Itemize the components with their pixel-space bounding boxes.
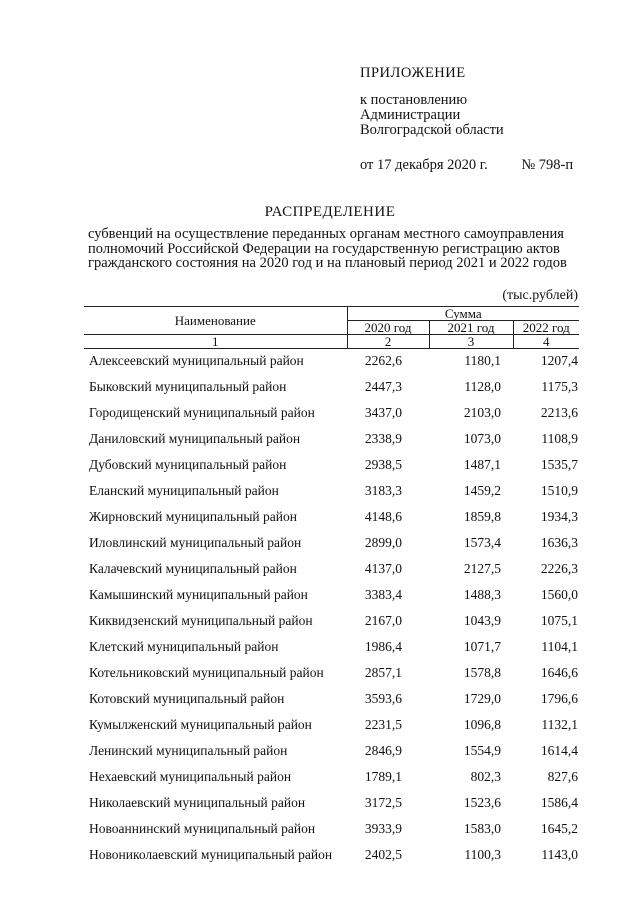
- table-row: [0, 763, 640, 789]
- row-value-2022: 2226,3: [540, 561, 578, 576]
- header-year-2020: 2020 год: [347, 321, 429, 335]
- row-name: Дубовский муниципальный район: [89, 457, 287, 472]
- table-row: [0, 607, 640, 633]
- row-value-2022: 1796,6: [540, 691, 578, 706]
- row-value-2020: 2899,0: [364, 535, 402, 550]
- table-row: [0, 555, 640, 581]
- row-value-2020: 4148,6: [364, 509, 402, 524]
- appendix-line: Администрации: [360, 107, 461, 123]
- header-name: Наименование: [84, 307, 347, 335]
- row-value-2020: 2402,5: [364, 847, 402, 862]
- row-value-2020: 2262,6: [364, 353, 402, 368]
- row-name: Иловлинский муниципальный район: [89, 535, 302, 550]
- row-name: Еланский муниципальный район: [89, 483, 279, 498]
- appendix-title: ПРИЛОЖЕНИЕ: [360, 65, 466, 81]
- row-value-2022: 1175,3: [541, 379, 578, 394]
- decree-number: № 798-п: [521, 157, 574, 173]
- row-value-2021: 802,3: [470, 769, 501, 784]
- table-row: [0, 633, 640, 659]
- row-value-2021: 2127,5: [463, 561, 501, 576]
- units-label: (тыс.рублей): [502, 288, 578, 303]
- row-value-2020: 2447,3: [364, 379, 402, 394]
- row-name: Камышинский муниципальный район: [89, 587, 308, 602]
- table-row: [0, 737, 640, 763]
- row-value-2021: 1487,1: [463, 457, 501, 472]
- header-colnum-1: 1: [84, 335, 347, 349]
- table-row: [0, 399, 640, 425]
- row-value-2021: 1071,7: [463, 639, 501, 654]
- row-value-2022: 1104,1: [541, 639, 578, 654]
- row-value-2020: 3183,3: [364, 483, 402, 498]
- table-row: [0, 815, 640, 841]
- row-value-2022: 1143,0: [541, 847, 578, 862]
- row-name: Городищенский муниципальный район: [89, 405, 315, 420]
- row-value-2021: 1859,8: [463, 509, 501, 524]
- row-value-2022: 1207,4: [540, 353, 578, 368]
- appendix-block: [360, 66, 573, 173]
- table-row: [0, 503, 640, 529]
- row-value-2022: 1636,3: [540, 535, 578, 550]
- row-name: Кумылженский муниципальный район: [89, 717, 312, 732]
- row-value-2021: 2103,0: [463, 405, 501, 420]
- row-value-2022: 1934,3: [540, 509, 578, 524]
- header-colnum-4: 4: [513, 335, 579, 349]
- row-value-2022: 827,6: [547, 769, 578, 784]
- table-row: [0, 477, 640, 503]
- appendix-line: Волгоградской области: [360, 122, 504, 138]
- row-value-2020: 3437,0: [364, 405, 402, 420]
- row-value-2022: 1645,2: [540, 821, 578, 836]
- row-value-2020: 3933,9: [364, 821, 402, 836]
- row-value-2022: 1614,4: [540, 743, 578, 758]
- row-value-2022: 2213,6: [540, 405, 578, 420]
- row-value-2020: 2167,0: [364, 613, 402, 628]
- row-value-2022: 1586,4: [540, 795, 578, 810]
- row-name: Клетский муниципальный район: [89, 639, 279, 654]
- row-value-2021: 1096,8: [463, 717, 501, 732]
- table-row: [0, 425, 640, 451]
- row-value-2020: 1789,1: [364, 769, 402, 784]
- row-name: Новоаннинский муниципальный район: [89, 821, 316, 836]
- row-value-2022: 1535,7: [540, 457, 578, 472]
- row-value-2021: 1729,0: [463, 691, 501, 706]
- row-name: Нехаевский муниципальный район: [89, 769, 292, 784]
- table-row: [0, 451, 640, 477]
- row-name: Даниловский муниципальный район: [89, 431, 301, 446]
- row-value-2020: 2338,9: [364, 431, 402, 446]
- row-value-2021: 1180,1: [464, 353, 501, 368]
- row-value-2022: 1108,9: [541, 431, 578, 446]
- table-row: [0, 711, 640, 737]
- row-value-2020: 3383,4: [364, 587, 402, 602]
- table-row: [0, 659, 640, 685]
- table-row: [0, 789, 640, 815]
- row-value-2021: 1128,0: [464, 379, 501, 394]
- row-value-2021: 1043,9: [463, 613, 501, 628]
- row-value-2022: 1510,9: [540, 483, 578, 498]
- table-row: [0, 373, 640, 399]
- header-year-2022: 2022 год: [522, 320, 570, 335]
- header-colnum-2: 2: [347, 335, 429, 349]
- row-name: Калачевский муниципальный район: [89, 561, 297, 576]
- table-row: [0, 841, 640, 867]
- document-heading: [0, 204, 640, 221]
- row-value-2020: 4137,0: [364, 561, 402, 576]
- table-header: [84, 306, 579, 349]
- row-value-2021: 1554,9: [463, 743, 501, 758]
- row-name: Котельниковский муниципальный район: [89, 665, 324, 680]
- appendix-line: к постановлению: [360, 92, 468, 108]
- row-value-2021: 1578,8: [463, 665, 501, 680]
- heading-text: РАСПРЕДЕЛЕНИЕ: [264, 204, 396, 220]
- row-value-2022: 1560,0: [540, 587, 578, 602]
- decree-date-line: [360, 158, 573, 173]
- decree-date: от 17 декабря 2020 г.: [360, 157, 488, 173]
- row-value-2020: 3593,6: [364, 691, 402, 706]
- row-name: Жирновский муниципальный район: [89, 509, 297, 524]
- row-value-2021: 1488,3: [463, 587, 501, 602]
- row-value-2022: 1075,1: [540, 613, 578, 628]
- row-value-2021: 1100,3: [464, 847, 501, 862]
- row-value-2020: 2938,5: [364, 457, 402, 472]
- row-value-2020: 2231,5: [364, 717, 402, 732]
- row-value-2020: 2846,9: [364, 743, 402, 758]
- row-value-2021: 1073,0: [463, 431, 501, 446]
- row-value-2022: 1646,6: [540, 665, 578, 680]
- row-value-2021: 1583,0: [463, 821, 501, 836]
- row-name: Николаевский муниципальный район: [89, 795, 306, 810]
- row-name: Котовский муниципальный район: [89, 691, 285, 706]
- row-value-2021: 1459,2: [463, 483, 501, 498]
- row-value-2021: 1573,4: [463, 535, 501, 550]
- table-row: [0, 581, 640, 607]
- header-sum: Сумма: [347, 307, 579, 321]
- header-colnum-3: 3: [429, 335, 513, 349]
- row-name: Ленинский муниципальный район: [89, 743, 288, 758]
- table-row: [0, 685, 640, 711]
- row-name: Быковский муниципальный район: [89, 379, 287, 394]
- row-value-2020: 3172,5: [364, 795, 402, 810]
- table-row: [0, 347, 640, 373]
- row-value-2021: 1523,6: [463, 795, 501, 810]
- header-year-2021: 2021 год: [429, 321, 513, 335]
- row-value-2020: 1986,4: [364, 639, 402, 654]
- table-row: [0, 529, 640, 555]
- row-name: Киквидзенский муниципальный район: [89, 613, 313, 628]
- row-value-2022: 1132,1: [541, 717, 578, 732]
- document-subtitle: субвенций на осуществление переданных органам местного самоуправления полномочий Российской Федерации на государственную регистрацию актов гражданского состояния на 2020 год и на плановый период 2021 и 2022 годов: [88, 226, 567, 271]
- row-name: Новониколаевский муниципальный район: [89, 847, 333, 862]
- row-name: Алексеевский муниципальный район: [89, 353, 304, 368]
- row-value-2020: 2857,1: [364, 665, 402, 680]
